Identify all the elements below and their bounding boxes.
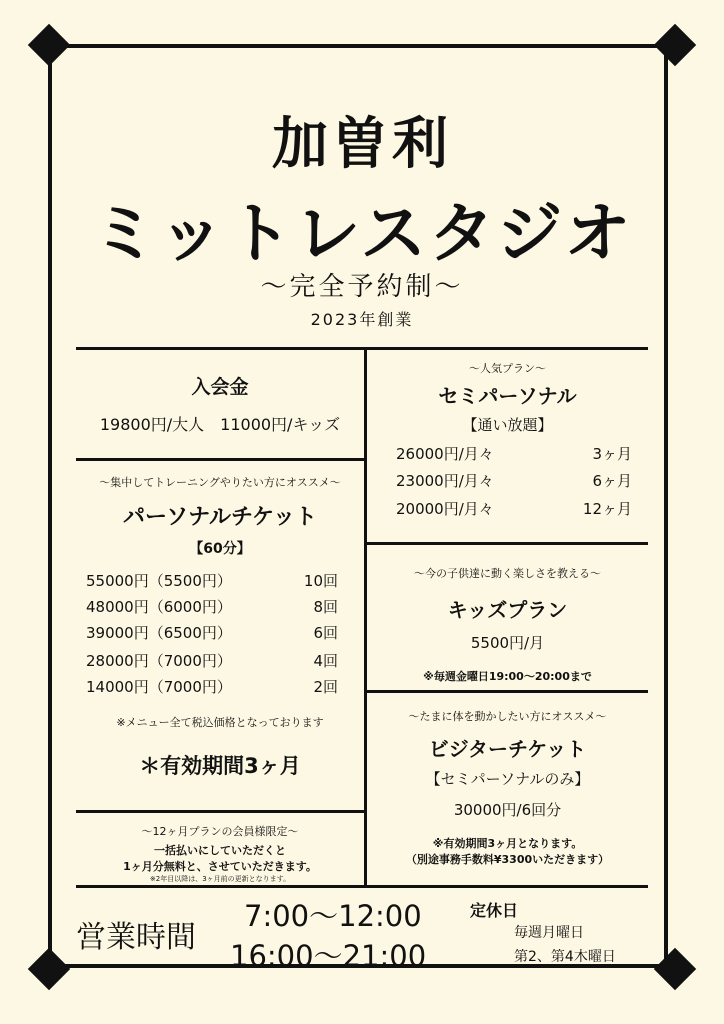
business-hours-evening: 16:00〜21:00 (230, 939, 427, 973)
divider-right-semi (367, 542, 648, 545)
closed-days-thursdays: 第2、第4木曜日 (514, 949, 616, 965)
closed-days-label: 定休日 (470, 901, 519, 920)
personal-ticket-count: 8回 (313, 598, 338, 616)
visitor-ticket-price: 30000円/6回分 (453, 801, 562, 819)
divider-left-entrance (76, 458, 364, 461)
semi-personal-term: 6ヶ月 (592, 472, 632, 490)
visitor-ticket-note1: ※有効期間3ヶ月となります。 (432, 837, 583, 850)
tax-included-note: ※メニュー全て税込価格となっております (116, 716, 324, 729)
member-benefit-footnote: ※2年目以降は、3ヶ月前の更新となります。 (149, 875, 291, 883)
business-hours-morning: 7:00〜12:00 (244, 899, 422, 933)
validity-period: ＊有効期間3ヶ月 (139, 754, 301, 778)
personal-ticket-price: 28000円（7000円） (86, 652, 232, 670)
kids-plan-tagline: 〜今の子供達に動く楽しさを教える〜 (414, 567, 601, 580)
reservation-subtitle: 〜完全予約制〜 (260, 272, 464, 302)
personal-ticket-duration: 【60分】 (189, 541, 251, 557)
personal-ticket-count: 10回 (303, 572, 338, 590)
semi-personal-price: 26000円/月々 (396, 445, 494, 463)
closed-days-weekly: 毎週月曜日 (514, 925, 584, 941)
kids-plan-heading: キッズプラン (447, 598, 568, 622)
visitor-ticket-heading: ビジターチケット (428, 737, 587, 761)
divider-right-kids (367, 690, 648, 693)
personal-ticket-tagline: 〜集中してトレーニングやりたい方にオススメ〜 (99, 476, 341, 489)
personal-ticket-count: 2回 (313, 678, 338, 696)
semi-personal-price: 20000円/月々 (396, 500, 494, 518)
personal-ticket-count: 4回 (313, 652, 338, 670)
kids-plan-schedule: ※毎週金曜日19:00〜20:00まで (423, 670, 592, 683)
visitor-ticket-note2: （別途事務手数料¥3300いただきます） (405, 853, 610, 866)
personal-ticket-price: 14000円（7000円） (86, 678, 232, 696)
visitor-ticket-tagline: 〜たまに体を動かしたい方にオススメ〜 (408, 710, 607, 723)
semi-personal-heading: セミパーソナル (438, 384, 577, 408)
divider-top (76, 347, 648, 350)
member-benefit-title: 〜12ヶ月プランの会員様限定〜 (141, 825, 299, 838)
studio-name-line1: 加曽利 (272, 112, 452, 177)
semi-personal-price: 23000円/月々 (396, 472, 494, 490)
divider-footer (76, 885, 648, 888)
founded-year: 2023年創業 (310, 310, 414, 329)
member-benefit-line2: 1ヶ月分無料と、させていただきます。 (123, 860, 317, 873)
entrance-fee-heading: 入会金 (191, 376, 249, 398)
semi-personal-term: 3ヶ月 (592, 445, 632, 463)
semi-personal-term: 12ヶ月 (582, 500, 632, 518)
personal-ticket-price: 55000円（5500円） (86, 572, 232, 590)
entrance-fee-prices: 19800円/大人 11000円/キッズ (99, 415, 341, 434)
semi-personal-label: 【通い放題】 (462, 416, 553, 434)
business-hours-label: 営業時間 (76, 920, 196, 955)
kids-plan-price: 5500円/月 (470, 634, 545, 652)
personal-ticket-heading: パーソナルチケット (122, 505, 318, 530)
visitor-ticket-label: 【セミパーソナルのみ】 (425, 770, 590, 788)
divider-left-benefit (76, 810, 364, 813)
semi-personal-tagline: 〜人気プラン〜 (469, 362, 546, 375)
member-benefit-line1: 一括払いにしていただくと (154, 844, 286, 857)
studio-name-line2: ミットレスタジオ (91, 195, 633, 272)
personal-ticket-count: 6回 (313, 624, 338, 642)
personal-ticket-price: 39000円（6500円） (86, 624, 232, 642)
personal-ticket-price: 48000円（6000円） (86, 598, 232, 616)
